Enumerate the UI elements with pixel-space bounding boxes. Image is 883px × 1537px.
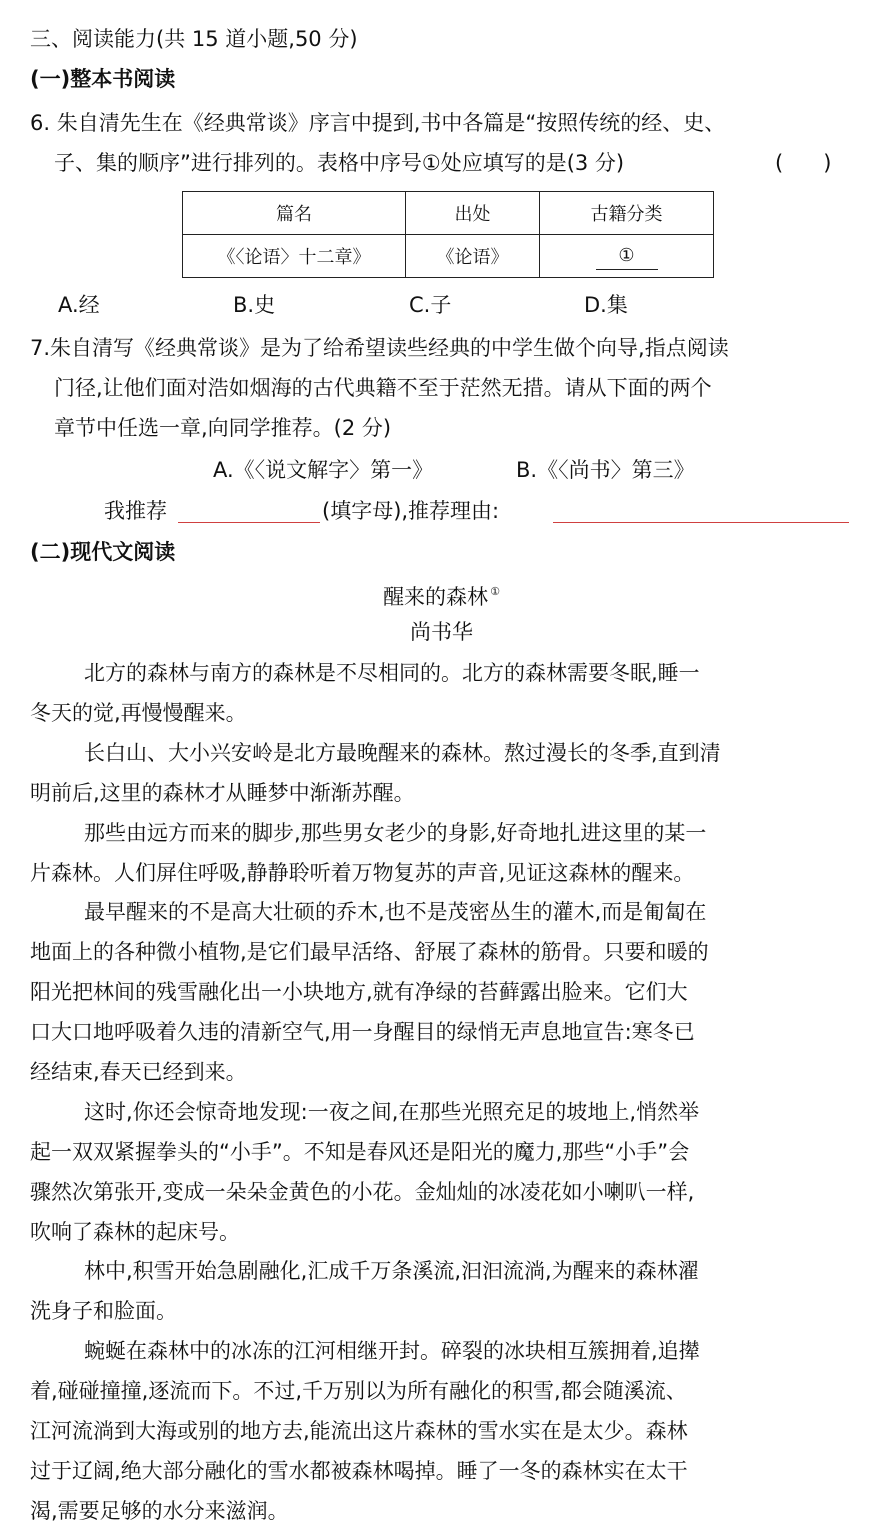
article-line: 长白山、大小兴安岭是北方最晚醒来的森林。熬过漫长的冬季,直到清 xyxy=(84,741,721,765)
article-line: 过于辽阔,绝大部分融化的雪水都被森林喝掉。睡了一冬的森林实在太干 xyxy=(30,1459,688,1483)
table-header: 出处 xyxy=(406,192,540,235)
option-d[interactable]: D.集 xyxy=(584,293,628,317)
article-title-text: 醒来的森林 xyxy=(383,585,489,609)
option-b[interactable]: B.史 xyxy=(233,293,276,317)
q6-answer-paren[interactable] xyxy=(775,148,831,178)
article-line: 蜿蜒在森林中的冰冻的江河相继开封。碎裂的冰块相互簇拥着,追撵 xyxy=(84,1339,700,1363)
q7-line-3: 章节中任选一章,向同学推荐。(2 分) xyxy=(54,416,392,440)
article-line: 北方的森林与南方的森林是不尽相同的。北方的森林需要冬眠,睡一 xyxy=(84,661,700,685)
recommend-letter-blank[interactable] xyxy=(178,522,320,523)
q6-line-2 xyxy=(54,148,624,178)
table-row xyxy=(183,235,714,278)
choice-b[interactable]: B.《〈尚书〉第三》 xyxy=(516,458,695,482)
article-line: 这时,你还会惊奇地发现:一夜之间,在那些光照充足的坡地上,悄然举 xyxy=(84,1100,700,1124)
option-c[interactable]: C.子 xyxy=(409,293,452,317)
article-line: 起一双双紧握拳头的“小手”。不知是春风还是阳光的魔力,那些“小手”会 xyxy=(30,1140,690,1164)
article-line: 那些由远方而来的脚步,那些男女老少的身影,好奇地扎进这里的某一 xyxy=(84,821,707,845)
paren-left: ( xyxy=(775,151,784,175)
article-line: 吹响了森林的起床号。 xyxy=(30,1220,240,1244)
article-line: 最早醒来的不是高大壮硕的乔木,也不是茂密丛生的灌木,而是匍匐在 xyxy=(84,900,707,924)
article-line: 林中,积雪开始急剧融化,汇成千万条溪流,汩汩流淌,为醒来的森林濯 xyxy=(84,1259,699,1283)
q6-table xyxy=(182,191,714,278)
article-author: 尚书华 xyxy=(410,620,473,644)
part-one-title: (一)整本书阅读 xyxy=(30,67,176,91)
recommend-reason-blank[interactable] xyxy=(553,522,849,523)
table-header: 篇名 xyxy=(183,192,406,235)
table-cell: 《论语》 xyxy=(406,235,540,278)
table-cell-blank xyxy=(540,235,714,278)
article-line: 江河流淌到大海或别的地方去,能流出这片森林的雪水实在是太少。森林 xyxy=(30,1419,688,1443)
article-line: 冬天的觉,再慢慢醒来。 xyxy=(30,701,247,725)
article-line: 骤然次第张开,变成一朵朵金黄色的小花。金灿灿的冰凌花如小喇叭一样, xyxy=(30,1180,695,1204)
article-line: 地面上的各种微小植物,是它们最早活络、舒展了森林的筋骨。只要和暖的 xyxy=(30,940,709,964)
table-header: 古籍分类 xyxy=(540,192,714,235)
part-two-title: (二)现代文阅读 xyxy=(30,540,176,564)
choice-a[interactable]: A.《〈说文解字〉第一》 xyxy=(213,458,434,482)
article-line: 渴,需要足够的水分来滋润。 xyxy=(30,1499,289,1523)
article-title xyxy=(0,577,883,612)
q6-line-2-text: 子、集的顺序”进行排列的。表格中序号①处应填写的是(3 分) xyxy=(54,151,625,175)
article-line: 经结束,春天已经到来。 xyxy=(30,1060,247,1084)
recommend-hint: (填字母),推荐理由: xyxy=(322,499,500,523)
option-a[interactable]: A.经 xyxy=(58,293,100,317)
article-line: 阳光把林间的残雪融化出一小块地方,就有净绿的苔藓露出脸来。它们大 xyxy=(30,980,688,1004)
recommend-label: 我推荐 xyxy=(104,499,167,523)
article-line: 明前后,这里的森林才从睡梦中渐渐苏醒。 xyxy=(30,781,415,805)
article-line: 片森林。人们屏住呼吸,静静聆听着万物复苏的声音,见证这森林的醒来。 xyxy=(30,861,695,885)
footnote-mark: ① xyxy=(490,585,500,598)
article-line: 口大口地呼吸着久违的清新空气,用一身醒目的绿悄无声息地宣告:寒冬已 xyxy=(30,1020,695,1044)
table-header-row xyxy=(183,192,714,235)
blank-number: ① xyxy=(596,243,658,270)
q7-line-2: 门径,让他们面对浩如烟海的古代典籍不至于茫然无措。请从下面的两个 xyxy=(54,376,712,400)
q7-line-1: 7.朱自清写《经典常谈》是为了给希望读些经典的中学生做个向导,指点阅读 xyxy=(30,336,729,360)
section-title: 三、阅读能力(共 15 道小题,50 分) xyxy=(30,27,358,51)
article-line: 洗身子和脸面。 xyxy=(30,1299,177,1323)
table-cell: 《〈论语〉十二章》 xyxy=(183,235,406,278)
q6-line-1: 6. 朱自清先生在《经典常谈》序言中提到,书中各篇是“按照传统的经、史、 xyxy=(30,111,726,135)
paren-right: ) xyxy=(823,151,832,175)
article-line: 着,碰碰撞撞,逐流而下。不过,千万别以为所有融化的积雪,都会随溪流、 xyxy=(30,1379,687,1403)
